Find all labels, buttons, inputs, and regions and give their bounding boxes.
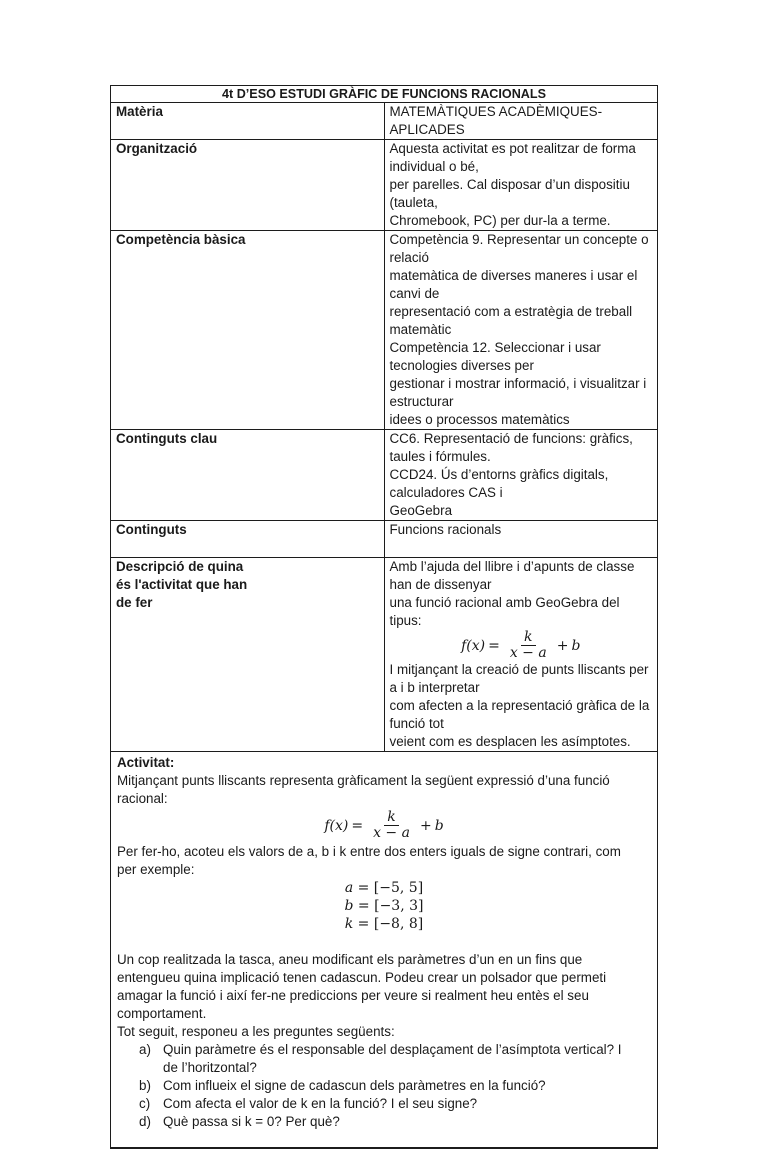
- formula-fraction: [370, 810, 413, 841]
- label-continguts-clau: Continguts clau: [111, 430, 384, 521]
- value-continguts: [384, 521, 657, 558]
- value-organitzacio: [384, 140, 657, 231]
- text-line: per parelles. Cal disposar d’un dispositiu (tauleta,: [389, 177, 630, 210]
- question-item: [139, 1113, 651, 1131]
- text-line: veient com es desplacen les asímptotes.: [389, 734, 631, 749]
- text-line: Aquesta activitat es pot realitzar de forma individual o bé,: [389, 141, 636, 174]
- text-line: representació com a estratègia de treball matemàtic: [389, 304, 633, 337]
- question-marker: a): [139, 1042, 151, 1057]
- text-line: Competència 12. Seleccionar i usar tecnologies diverses per: [389, 340, 601, 373]
- row-competencia-basica: [111, 231, 657, 430]
- row-descripcio: [111, 558, 657, 752]
- row-continguts-clau: [111, 430, 657, 521]
- text-line: Chromebook, PC) per dur-la a terme.: [389, 213, 611, 228]
- activity-formula: [117, 810, 651, 841]
- label-descripcio: [111, 558, 384, 752]
- formula-plus: +: [556, 637, 569, 654]
- formula-equals: =: [488, 637, 500, 654]
- text-line: Amb l’ajuda del llibre i d’apunts de classe han de dissenyar: [389, 559, 635, 592]
- text-line: Funcions racionals: [389, 522, 502, 537]
- question-marker: c): [139, 1096, 151, 1111]
- title-row: [111, 86, 657, 103]
- label-line: Descripció de quina: [116, 559, 244, 574]
- rational-function-formula: [390, 630, 653, 661]
- text-line: de l’horitzontal?: [163, 1060, 257, 1075]
- document-title: 4t D’ESO ESTUDI GRÀFIC DE FUNCIONS RACIONALS: [111, 86, 657, 103]
- text-line: Un cop realitzada la tasca, aneu modificant els paràmetres d’un en un fins que: [117, 952, 583, 967]
- text-line: MATEMÀTIQUES ACADÈMIQUES-APLICADES: [389, 104, 603, 137]
- formula-lhs: f(x): [324, 817, 349, 834]
- question-item: [139, 1041, 651, 1077]
- value-descripcio: [384, 558, 657, 752]
- formula-lhs: f(x): [461, 637, 486, 654]
- label-organitzacio: Organització: [111, 140, 384, 231]
- range-value: = [−3, 3]: [353, 898, 424, 914]
- text-line: racional:: [117, 791, 168, 806]
- row-continguts: [111, 521, 657, 558]
- question-item: [139, 1095, 651, 1113]
- text-line: matemàtica de diverses maneres i usar el canvi de: [389, 268, 638, 301]
- text-line: Tot seguit, responeu a les preguntes següents:: [117, 1024, 395, 1039]
- formula-numerator: k: [384, 810, 398, 826]
- range-var: b: [344, 898, 354, 914]
- question-marker: d): [139, 1114, 151, 1129]
- label-competencia-basica: Competència bàsica: [111, 231, 384, 430]
- text-line: comportament.: [117, 1006, 207, 1021]
- activity-section: [111, 752, 657, 1148]
- range-value: = [−5, 5]: [353, 880, 424, 896]
- value-materia: [384, 103, 657, 140]
- text-line: CCD24. Ús d’entorns gràfics digitals, calculadores CAS i: [389, 467, 609, 500]
- range-a: [345, 879, 423, 897]
- text-line: Competència 9. Representar un concepte o relació: [389, 232, 649, 265]
- text-line: Com afecta el valor de k en la funció? I el seu signe?: [163, 1096, 478, 1111]
- question-item: [139, 1077, 651, 1095]
- text-line: una funció racional amb GeoGebra del tipus:: [389, 595, 620, 628]
- label-line: de fer: [116, 595, 153, 610]
- text-line: per exemple:: [117, 862, 195, 877]
- question-text: [163, 1113, 651, 1131]
- formula-tail: b: [571, 637, 581, 654]
- question-text: [163, 1041, 651, 1077]
- range-value: = [−8, 8]: [353, 916, 424, 932]
- text-line: Com influeix el signe de cadascun dels paràmetres en la funció?: [163, 1078, 546, 1093]
- range-b: [345, 897, 424, 915]
- text-line: Mitjançant punts lliscants representa gràficament la següent expressió d’una funció: [117, 773, 610, 788]
- activity-table: [111, 86, 657, 1148]
- formula-fraction: [507, 630, 550, 661]
- formula-tail: b: [434, 817, 444, 834]
- row-organitzacio: [111, 140, 657, 231]
- formula-numerator: k: [521, 630, 535, 646]
- formula-plus: +: [419, 817, 432, 834]
- label-continguts: Continguts: [111, 521, 384, 558]
- formula-equals: =: [351, 817, 364, 834]
- range-var: k: [344, 916, 354, 932]
- question-marker: b): [139, 1078, 151, 1093]
- text-line: amagar la funció i així fer-ne prediccions per veure si realment heu entès el seu: [117, 988, 589, 1003]
- question-text: [163, 1095, 651, 1113]
- text-line: I mitjançant la creació de punts lliscants per a i b interpretar: [389, 662, 649, 695]
- text-line: gestionar i mostrar informació, i visualitzar i estructurar: [389, 376, 647, 409]
- text-line: Per fer-ho, acoteu els valors de a, b i k entre dos enters iguals de signe contrari, com: [117, 844, 621, 859]
- text-line: Quin paràmetre és el responsable del desplaçament de l’asímptota vertical? I: [163, 1042, 622, 1057]
- text-line: GeoGebra: [389, 503, 453, 518]
- question-text: [163, 1077, 651, 1095]
- text-line: idees o processos matemàtics: [389, 412, 570, 427]
- formula-denominator: x − a: [373, 825, 410, 841]
- value-continguts-clau: [384, 430, 657, 521]
- row-activitat: [111, 752, 657, 1148]
- parameter-ranges: [117, 879, 651, 933]
- label-materia: Matèria: [111, 103, 384, 140]
- activity-sheet: [110, 85, 658, 1149]
- row-materia: [111, 103, 657, 140]
- range-var: a: [344, 880, 354, 896]
- range-k: [345, 915, 423, 933]
- text-line: Què passa si k = 0? Per què?: [163, 1114, 340, 1129]
- question-list: [117, 1041, 651, 1131]
- text-line: CC6. Representació de funcions: gràfics, taules i fórmules.: [389, 431, 633, 464]
- value-competencia-basica: [384, 231, 657, 430]
- activity-heading: Activitat:: [117, 755, 175, 770]
- label-line: és l'activitat que han: [116, 577, 248, 592]
- text-line: com afecten a la representació gràfica de la funció tot: [389, 698, 650, 731]
- text-line: entengueu quina implicació tenen cadascun. Podeu crear un polsador que permeti: [117, 970, 607, 985]
- formula-denominator: x − a: [509, 645, 547, 661]
